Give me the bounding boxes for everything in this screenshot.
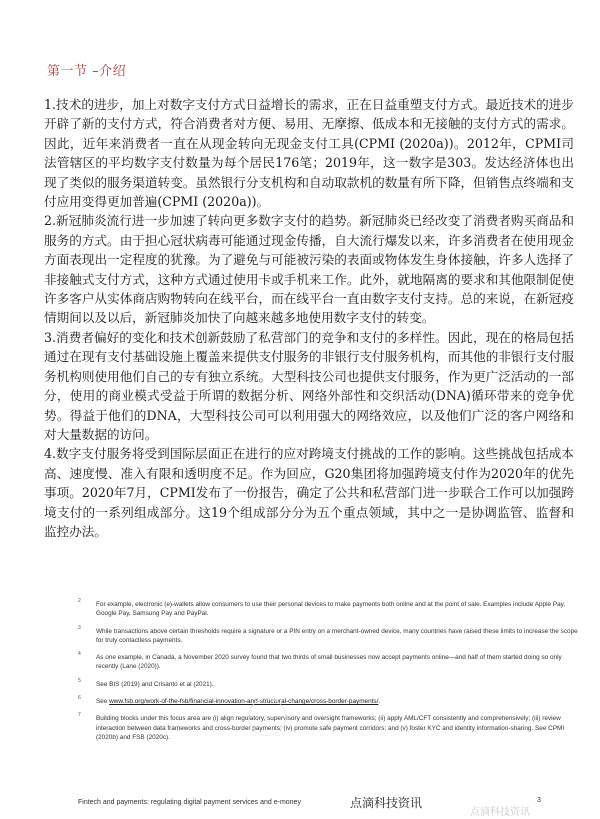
footnote-number: 5	[78, 677, 81, 684]
body-text	[44, 95, 574, 541]
footnote-text: For example, electronic (e)-wallets allow consumers to use their personal devices to make payments both online and at the point of sale. Examples include Apple Pay, Google Pay, Samsung Pay and PayPal.	[96, 601, 566, 618]
footnote-number: 3	[78, 624, 81, 631]
page-number: 3	[537, 797, 541, 804]
paragraph-2: 2.新冠肺炎流行进一步加速了转向更多数字支付的趋势。新冠肺炎已经改变了消费者购买商品和服务的方式。由于担心冠状病毒可能通过现金传播，自大流行爆发以来，许多消费者在使用现金方面表现出一定程度的犹豫。为了避免与可能被污染的表面或物体发生身体接触，许多人选择了非接触式支付方式，这种方式通过使用卡或手机来工作。此外，就地隔离的要求和其他限制促使许多客户从实体商店购物转向在线平台，而在线平台一直由数字支付支持。总的来说，在新冠疫情期间以及以后，新冠肺炎加快了向越来越多地使用数字支付的转变。	[44, 213, 574, 326]
footnote-5	[78, 677, 583, 689]
footnote-number: 7	[78, 712, 81, 719]
footnote-suffix: .	[378, 698, 381, 706]
footnotes	[78, 600, 583, 750]
section-title: 第一节 –介绍	[47, 64, 127, 79]
footnote-prefix: See	[96, 698, 110, 706]
paragraph-1: 1.技术的进步，加上对数字支付方式日益增长的需求，正在日益重塑支付方式。最近技术的进步开辟了新的支付方式，符合消费者对方便、易用、无摩擦、低成本和无接触的支付方式的需求。因此，近年来消费者一直在从现金转向无现金支付工具(CPMI (2020a))。2012年，CPMI司法管辖区的平均数字支付数量为每个居民176笔；2019年，这一数字是303。发达经济体也出现了类似的服务渠道转变。虽然银行分支机构和自动取款机的数量有所下降，但销售点终端和支付应用变得更加普遍(CPMI (2020a))。	[44, 97, 574, 210]
footnote-4	[78, 653, 583, 672]
footnote-6	[78, 697, 583, 706]
footnote-text	[96, 698, 380, 705]
footnote-text: Building blocks under this focus area are (i) align regulatory, supervisory and oversight frameworks; (ii) apply AML/CFT consistently and comprehensively; (iii) review interaction between data frameworks and cross-border payments; (iv) promote safe payment corridors; and (v) foster KYC and identity information-sharing. See CPMI (2020b) and FSB (2020c).	[96, 715, 565, 741]
fsb-link[interactable]: www.fsb.org/work-of-the-fsb/financial-innovation-and-structural-change/cross-border-payments/	[109, 698, 379, 706]
footnote-3	[78, 624, 583, 646]
footer-document-title: Fintech and payments: regulating digital payment services and e-money	[78, 799, 301, 806]
footnote-number: 6	[78, 695, 81, 702]
footer-brand-label: 点滴科技资讯	[350, 796, 423, 810]
watermark-text: 点滴科技资讯	[470, 807, 530, 818]
paragraph-4: 4.数字支付服务将受到国际层面正在进行的应对跨境支付挑战的工作的影响。这些挑战包括成本高、速度慢、准入有限和透明度不足。作为回应，G20集团将加强跨境支付作为2020年的优先事项。2020年7月，CPMI发布了一份报告，确定了公共和私营部门进一步联合工作可以加强跨境支付的一系列组成部分。这19个组成部分分为五个重点领域，其中之一是协调监管、监督和监控办法。	[44, 446, 574, 539]
footnote-text: While transactions above certain thresholds require a signature or a PIN entry on a merchant-owned device, many countries have raised these limits to increase the scope for truly contactless payments.	[96, 627, 578, 644]
footnote-number: 4	[78, 651, 81, 658]
footnote-text: As one example, in Canada, a November 2020 survey found that two thirds of small businesses now accept payments online—and half of them started doing so only recently (Lane (2020)).	[96, 654, 562, 671]
footnote-number: 2	[78, 598, 81, 604]
faint-stamp-mark	[248, 698, 286, 736]
footnote-2	[78, 600, 583, 619]
footnote-text: See BIS (2019) and Crisanto et al (2021).	[96, 680, 214, 688]
footnote-7	[78, 714, 583, 742]
paragraph-3: 3.消费者偏好的变化和技术创新鼓励了私营部门的竞争和支付的多样性。因此，现在的格局包括通过在现有支付基础设施上覆盖来提供支付服务的非银行支付服务机构，而其他的非银行支付服务机构则使用他们自己的专有独立系统。大型科技公司也提供支付服务，作为更广泛活动的一部分，使用的商业模式受益于所谓的数据分析、网络外部性和交织活动(DNA)循环带来的竞争优势。得益于他们的DNA，大型科技公司可以利用强大的网络效应，以及他们广泛的客户网络和对大量数据的访问。	[44, 329, 574, 442]
